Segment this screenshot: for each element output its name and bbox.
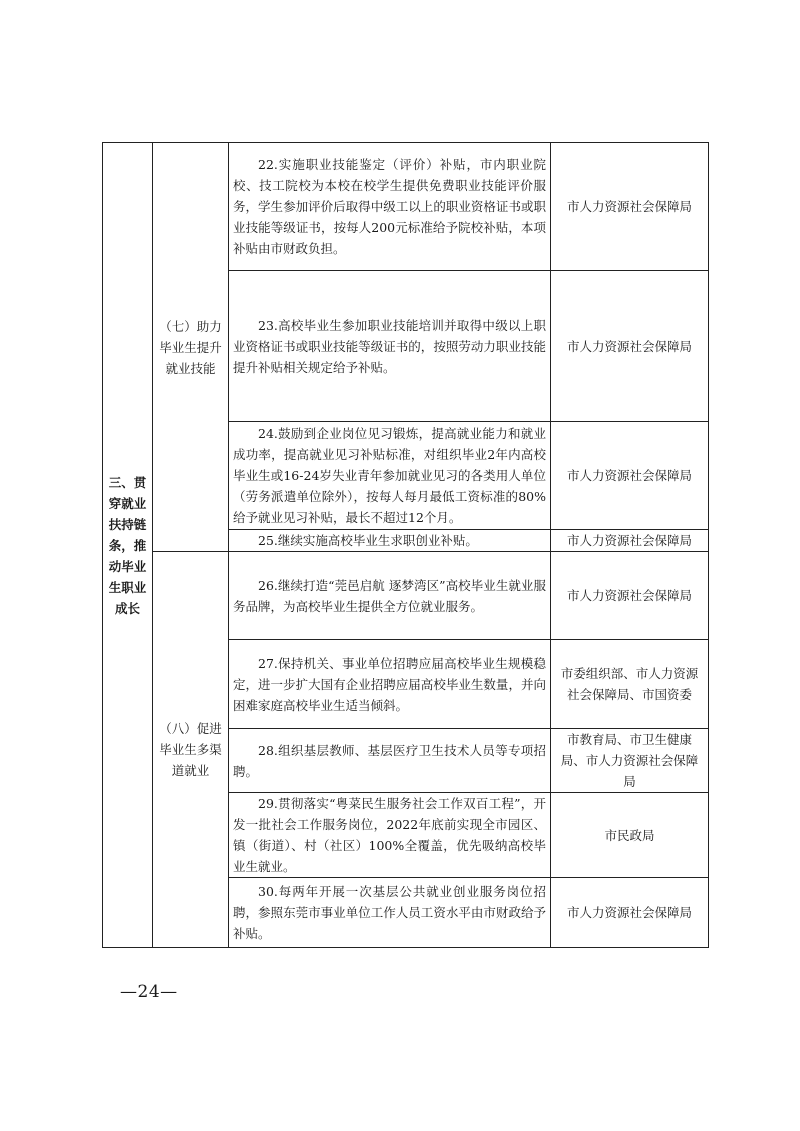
measure-text: 28.组织基层教师、基层医疗卫生技术人员等专项招聘。 <box>233 742 546 779</box>
measure-text: 30.每两年开展一次基层公共就业创业服务岗位招聘，参照东莞市事业单位工作人员工资水平由市财政给予补贴。 <box>233 884 546 941</box>
department-text: 市人力资源社会保障局 <box>566 468 692 483</box>
department-cell <box>551 530 709 552</box>
measure-cell <box>229 640 551 729</box>
subsection-heading: （七）助力毕业生提升就业技能 <box>159 318 222 376</box>
measure-text: 22.实施职业技能鉴定（评价）补贴，市内职业院校、技工院校为本校在校学生提供免费职业技能评价服务，学生参加评价后取得中级工以上的职业资格证书或职业技能等级证书，按每人200元标准给予院校补贴，本项补贴由市财政负担。 <box>233 157 546 256</box>
department-cell <box>551 640 709 729</box>
department-cell <box>551 143 709 271</box>
measure-cell <box>229 729 551 793</box>
table-row <box>103 552 709 640</box>
department-text: 市人力资源社会保障局 <box>566 199 692 214</box>
subsection-heading: （八）促进毕业生多渠道就业 <box>159 721 222 778</box>
measure-text: 27.保持机关、事业单位招聘应届高校毕业生规模稳定，进一步扩大国有企业招聘应届高校毕业生数量，并向困难家庭高校毕业生适当倾斜。 <box>233 655 546 713</box>
department-text: 市人力资源社会保障局 <box>566 533 692 548</box>
section-heading: 三、贯穿就业扶持链条，推动毕业生职业成长 <box>108 474 147 616</box>
measure-cell <box>229 422 551 530</box>
measure-cell <box>229 552 551 640</box>
subsection-cell <box>153 552 229 948</box>
subsection-cell <box>153 143 229 552</box>
measure-cell <box>229 793 551 878</box>
measure-cell <box>229 878 551 948</box>
section-heading-cell <box>103 143 153 948</box>
measure-text: 25.继续实施高校毕业生求职创业补贴。 <box>258 533 478 548</box>
measure-text: 26.继续打造“莞邑启航 逐梦湾区”高校毕业生就业服务品牌，为高校毕业生提供全方位就业服务。 <box>233 577 546 614</box>
department-cell <box>551 878 709 948</box>
department-text: 市人力资源社会保障局 <box>566 588 692 603</box>
department-text: 市人力资源社会保障局 <box>566 338 692 354</box>
measure-text: 29.贯彻落实“粤菜民生服务社会工作双百工程”，开发一批社会工作服务岗位，2022年底前实现全市园区、镇（街道）、村（社区）100%全覆盖，优先吸纳高校毕业生就业。 <box>233 796 546 874</box>
department-text: 市教育局、市卫生健康局、市人力资源社会保障局 <box>560 732 699 789</box>
department-text: 市民政局 <box>604 827 655 843</box>
department-cell <box>551 729 709 793</box>
policy-table <box>102 142 709 948</box>
department-cell <box>551 552 709 640</box>
department-cell <box>551 422 709 530</box>
department-cell <box>551 271 709 422</box>
department-text: 市人力资源社会保障局 <box>566 905 692 920</box>
page-number: —24— <box>120 982 178 1002</box>
department-text: 市委组织部、市人力资源社会保障局、市国资委 <box>560 666 699 702</box>
measure-text: 24.鼓励到企业岗位见习锻炼，提高就业能力和就业成功率，提高就业见习补贴标准，对组织毕业2年内高校毕业生或16-24岁失业青年参加就业见习的各类用人单位（劳务派遣单位除外），按每人每月最低工资标准的80%给予就业见习补贴，最长不超过12个月。 <box>233 426 546 525</box>
measure-cell <box>229 530 551 552</box>
measure-cell <box>229 143 551 271</box>
measure-text: 23.高校毕业生参加职业技能培训并取得中级以上职业资格证书或职业技能等级证书的，按照劳动力职业技能提升补贴相关规定给予补贴。 <box>233 317 546 375</box>
department-cell <box>551 793 709 878</box>
table-row <box>103 143 709 271</box>
measure-cell <box>229 271 551 422</box>
